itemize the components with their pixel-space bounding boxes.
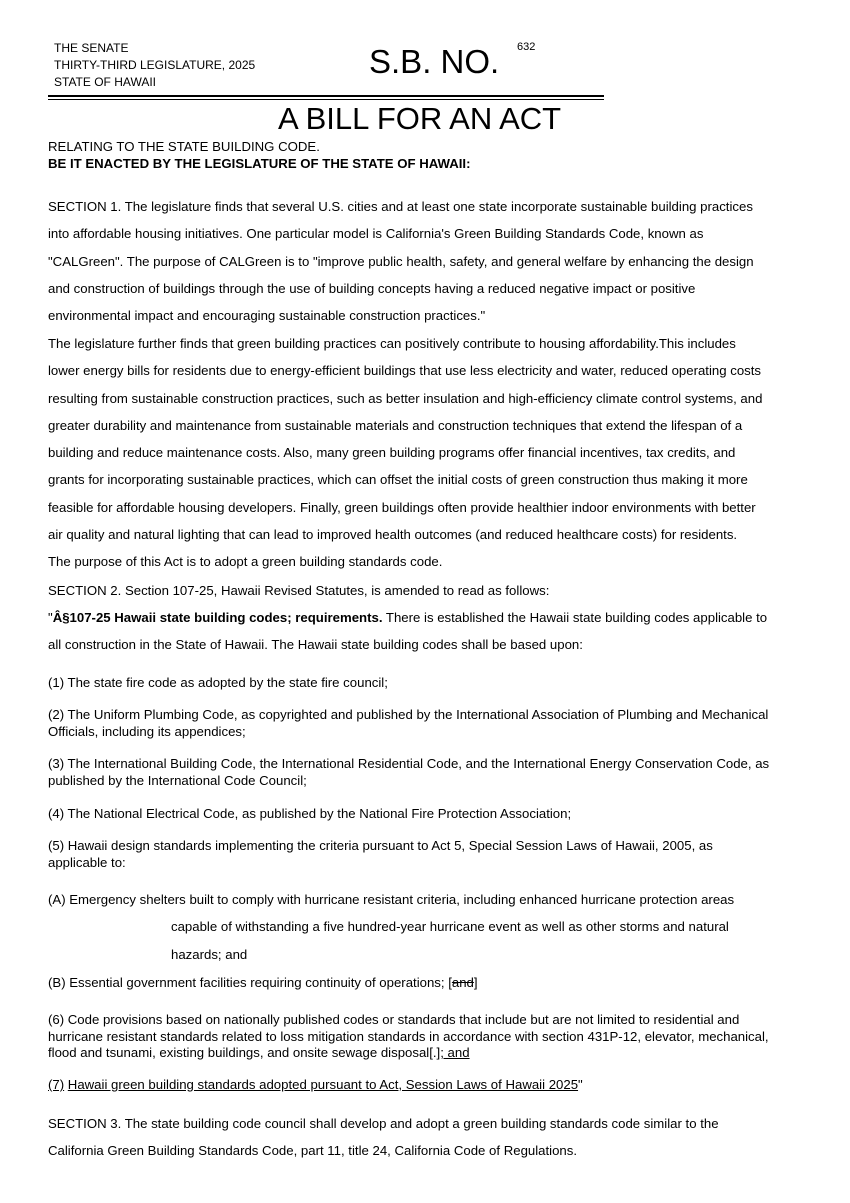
statute-line-2: all construction in the State of Hawaii. The Hawaii state building codes shall be based upon: bbox=[48, 637, 583, 653]
item-B-deleted-text: and bbox=[451, 975, 474, 990]
item-5 bbox=[48, 838, 804, 871]
section1-p1-line: environmental impact and encouraging sustainable construction practices." bbox=[48, 308, 486, 324]
section2-intro: SECTION 2. Section 107-25, Hawaii Revised Statutes, is amended to read as follows: bbox=[48, 583, 550, 598]
item-B-bracket: ] bbox=[473, 975, 478, 990]
section1-p1-line: SECTION 1. The legislature finds that several U.S. cities and at least one state incorporate sustainable building practices bbox=[48, 199, 753, 214]
item-6 bbox=[48, 1012, 804, 1062]
statute-line-1 bbox=[48, 604, 804, 631]
section1-paragraph1 bbox=[48, 193, 804, 329]
legislature-label: THIRTY-THIRD LEGISLATURE, 2025 bbox=[54, 58, 256, 72]
item-A-line: capable of withstanding a five hundred-year hurricane event as well as other storms and natural bbox=[171, 919, 729, 935]
section1-p2-line: feasible for affordable housing developers. Finally, green buildings often provide healthier indoor environments with better bbox=[48, 499, 756, 515]
section3-line: California Green Building Standards Code, part 11, title 24, California Code of Regulations. bbox=[48, 1143, 578, 1159]
item-B bbox=[48, 975, 804, 992]
section3 bbox=[48, 1110, 804, 1165]
section1-p1-line: into affordable housing initiatives. One particular model is California's Green Building Standards Code, known as bbox=[48, 226, 704, 242]
item-6-line: hurricane resistant standards related to loss mitigation standards in accordance with section 431P-12, elevator, mechanical, bbox=[48, 1028, 769, 1044]
section3-line: SECTION 3. The state building code council shall develop and adopt a green building standards code similar to the bbox=[48, 1116, 719, 1131]
item-2 bbox=[48, 707, 804, 740]
item-3-line: published by the International Code Council; bbox=[48, 772, 307, 788]
bill-label: S.B. NO. bbox=[369, 43, 500, 80]
section1-p2-line: air quality and natural lighting that can lead to improved health outcomes (and reduced healthcare costs) for residents. bbox=[48, 527, 738, 543]
item-4: (4) The National Electrical Code, as published by the National Fire Protection Association; bbox=[48, 806, 572, 821]
section1-p2-line: building and reduce maintenance costs. Also, many green building programs offer financial incentives, tax credits, and bbox=[48, 445, 736, 461]
item-A bbox=[48, 886, 804, 968]
item-6-added-text: ; and bbox=[440, 1045, 470, 1060]
item-5-line: applicable to: bbox=[48, 854, 126, 870]
section1-p2-line: The legislature further finds that green building practices can positively contribute to housing affordability.This includes bbox=[48, 336, 736, 351]
item-7-number: (7) bbox=[48, 1077, 65, 1092]
bill-number: 632 bbox=[517, 41, 536, 53]
item-B-text: (B) Essential government facilities requiring continuity of operations; bbox=[48, 975, 449, 990]
item-3-line: (3) The International Building Code, the International Residential Code, and the International Energy Conservation Code, as bbox=[48, 756, 770, 771]
section1-p1-line: "CALGreen". The purpose of CALGreen is to "improve public health, safety, and general welfare by enhancing the design bbox=[48, 253, 754, 269]
header-rule-thin bbox=[48, 99, 604, 100]
item-A-line: hazards; and bbox=[171, 946, 248, 962]
section1-p2-line: lower energy bills for residents due to energy-efficient buildings that use less electricity and water, reduced operating costs bbox=[48, 363, 761, 379]
statute-open-quote: " bbox=[48, 610, 53, 625]
state-label: STATE OF HAWAII bbox=[54, 75, 156, 89]
section1-p2-line: resulting from sustainable construction practices, such as better insulation and high-efficiency climate control systems, and bbox=[48, 390, 763, 406]
chamber-label: THE SENATE bbox=[54, 41, 129, 55]
section1-p1-line: and construction of buildings through the use of building concepts having a reduced negative impact or positive bbox=[48, 280, 696, 296]
item-6-text: flood and tsunami, existing buildings, and onsite sewage disposal bbox=[48, 1045, 430, 1060]
item-2-line: Officials, including its appendices; bbox=[48, 723, 246, 739]
page-title: A BILL FOR AN ACT bbox=[278, 101, 562, 136]
section1-p2-line: The purpose of this Act is to adopt a green building standards code. bbox=[48, 554, 443, 570]
item-6-line bbox=[48, 1045, 804, 1062]
item-7-close-quote: " bbox=[578, 1077, 583, 1092]
enacting-clause: BE IT ENACTED BY THE LEGISLATURE OF THE STATE OF HAWAII: bbox=[48, 156, 471, 171]
item-5-line: (5) Hawaii design standards implementing the criteria pursuant to Act 5, Special Session Laws of Hawaii, 2005, as bbox=[48, 838, 713, 853]
item-2-line: (2) The Uniform Plumbing Code, as copyrighted and published by the International Association of Plumbing and Mechanical bbox=[48, 707, 769, 722]
item-A-line: (A) Emergency shelters built to comply with hurricane resistant criteria, including enhanced hurricane protection areas bbox=[48, 892, 735, 907]
header-rule-thick bbox=[48, 95, 604, 97]
statute-heading: Â§107-25 Hawaii state building codes; requirements. bbox=[52, 610, 383, 625]
section1-p2-line: greater durability and maintenance from sustainable materials and construction techniques that extend the lifespan of a bbox=[48, 417, 743, 433]
item-7 bbox=[48, 1077, 804, 1094]
item-1: (1) The state fire code as adopted by the state fire council; bbox=[48, 675, 388, 690]
section1-paragraph2 bbox=[48, 330, 804, 576]
item-6-deleted-bracket: [.] bbox=[429, 1045, 441, 1060]
statute-text: There is established the Hawaii state building codes applicable to bbox=[382, 610, 768, 625]
statute-paragraph bbox=[48, 604, 804, 659]
item-6-line: (6) Code provisions based on nationally published codes or standards that include but are not limited to residential and bbox=[48, 1012, 740, 1027]
section1-p2-line: grants for incorporating sustainable practices, which can offset the initial costs of green construction thus making it more bbox=[48, 472, 748, 488]
item-B-bracket: [ bbox=[448, 975, 452, 990]
relating-clause: RELATING TO THE STATE BUILDING CODE. bbox=[48, 139, 320, 154]
item-3 bbox=[48, 756, 804, 789]
item-7-added-text: Hawaii green building standards adopted pursuant to Act, Session Laws of Hawaii 2025 bbox=[67, 1077, 579, 1092]
